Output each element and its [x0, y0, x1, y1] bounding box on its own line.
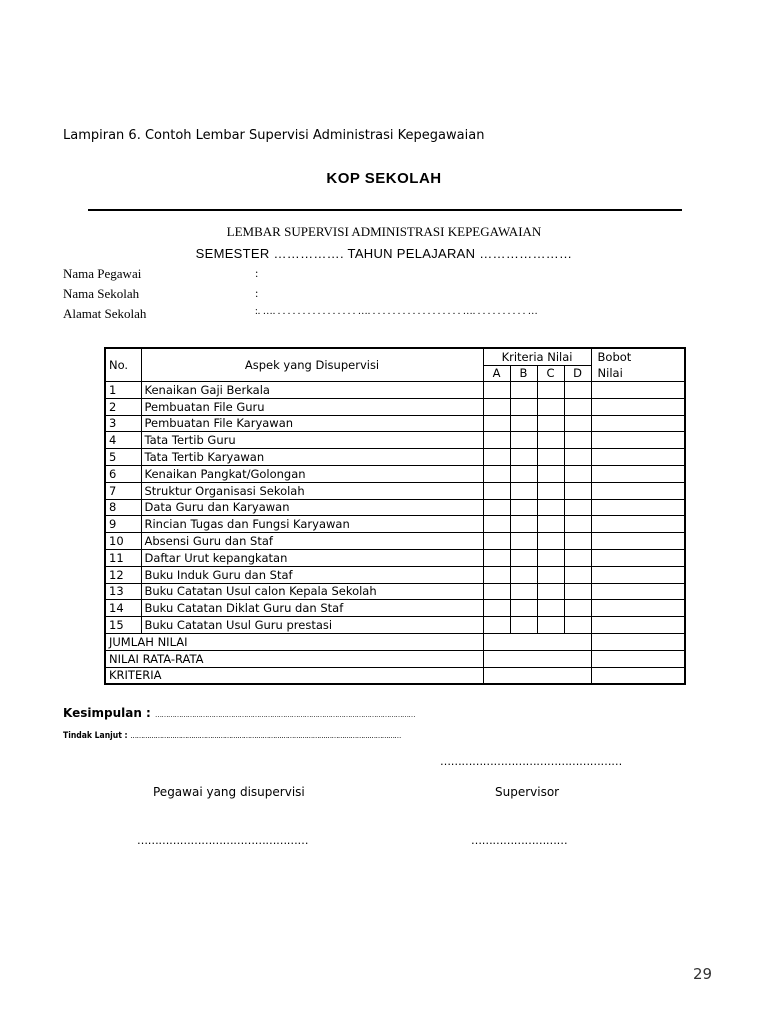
row-aspek: Tata Tertib Guru [141, 432, 483, 449]
row-number: 5 [105, 449, 141, 466]
score-cell-a[interactable] [483, 465, 510, 482]
table-row [105, 516, 685, 533]
header-c: C [537, 365, 564, 381]
row-aspek: Rincian Tugas dan Fungsi Karyawan [141, 516, 483, 533]
score-cell-c[interactable] [537, 600, 564, 617]
supervisor-signature-line[interactable]: ……………………… [471, 834, 568, 847]
score-cell-c[interactable] [537, 465, 564, 482]
score-cell-d[interactable] [564, 566, 591, 583]
score-cell-a[interactable] [483, 432, 510, 449]
score-cell-bobot[interactable] [591, 398, 685, 415]
score-cell-b[interactable] [510, 533, 537, 550]
semester-line: SEMESTER ……………. TAHUN PELAJARAN ………………… [195, 246, 573, 261]
row-number: 7 [105, 482, 141, 499]
row-aspek: Buku Induk Guru dan Staf [141, 566, 483, 583]
score-cell-c[interactable] [537, 398, 564, 415]
tindak-lanjut-field[interactable]: ………………………………………………………………………………………………………………… [130, 731, 401, 740]
score-cell-c[interactable] [537, 533, 564, 550]
score-cell-c[interactable] [537, 566, 564, 583]
table-row [105, 432, 685, 449]
header-aspek: Aspek yang Disupervisi [141, 348, 483, 382]
row-aspek: Buku Catatan Diklat Guru dan Staf [141, 600, 483, 617]
score-cell-d[interactable] [564, 398, 591, 415]
row-number: 11 [105, 549, 141, 566]
score-cell-bobot[interactable] [591, 432, 685, 449]
score-cell-c[interactable] [537, 516, 564, 533]
table-row [105, 533, 685, 550]
score-cell-a[interactable] [483, 499, 510, 516]
header-bobot: Bobot [597, 350, 632, 364]
score-cell-a[interactable] [483, 516, 510, 533]
row-aspek: Buku Catatan Usul calon Kepala Sekolah [141, 583, 483, 600]
summary-bobot-cell[interactable] [591, 650, 685, 667]
field-value-alamat-sekolah: :. …. . . . . . . . . . . . . . . . . …. . . . . . . . . . . . . . . . . . . …. . . . . . . . . . . … [255, 306, 538, 317]
score-cell-a[interactable] [483, 449, 510, 466]
score-cell-b[interactable] [510, 600, 537, 617]
score-cell-d[interactable] [564, 432, 591, 449]
row-aspek: Kenaikan Gaji Berkala [141, 382, 483, 399]
date-place-line[interactable]: …………………………………………… [440, 755, 622, 768]
table-row [105, 482, 685, 499]
tindak-lanjut [63, 731, 401, 741]
summary-bobot-cell[interactable] [591, 667, 685, 684]
score-cell-bobot[interactable] [591, 617, 685, 634]
score-cell-b[interactable] [510, 449, 537, 466]
pegawai-signature-label: Pegawai yang disupervisi [153, 785, 305, 799]
score-cell-a[interactable] [483, 482, 510, 499]
summary-row [105, 633, 685, 650]
row-aspek: Pembuatan File Karyawan [141, 415, 483, 432]
score-cell-bobot[interactable] [591, 516, 685, 533]
score-cell-b[interactable] [510, 482, 537, 499]
kesimpulan [63, 706, 415, 720]
row-aspek: Absensi Guru dan Staf [141, 533, 483, 550]
kesimpulan-label: Kesimpulan : [63, 706, 151, 720]
field-label-alamat-sekolah: Alamat Sekolah [63, 306, 147, 321]
score-cell-bobot[interactable] [591, 600, 685, 617]
row-aspek: Tata Tertib Karyawan [141, 449, 483, 466]
row-aspek: Pembuatan File Guru [141, 398, 483, 415]
score-cell-b[interactable] [510, 382, 537, 399]
score-cell-bobot[interactable] [591, 465, 685, 482]
score-cell-b[interactable] [510, 583, 537, 600]
score-cell-a[interactable] [483, 415, 510, 432]
score-cell-bobot[interactable] [591, 583, 685, 600]
score-cell-d[interactable] [564, 482, 591, 499]
row-number: 12 [105, 566, 141, 583]
row-number: 8 [105, 499, 141, 516]
score-cell-a[interactable] [483, 583, 510, 600]
table-row [105, 549, 685, 566]
score-cell-c[interactable] [537, 382, 564, 399]
score-cell-d[interactable] [564, 382, 591, 399]
score-cell-d[interactable] [564, 449, 591, 466]
supervision-table [104, 347, 686, 685]
row-aspek: Data Guru dan Karyawan [141, 499, 483, 516]
score-cell-d[interactable] [564, 415, 591, 432]
tindak-lanjut-label: Tindak Lanjut : [63, 731, 131, 741]
field-value-nama-sekolah: : [255, 286, 259, 300]
score-cell-d[interactable] [564, 600, 591, 617]
supervisor-signature-label: Supervisor [495, 785, 560, 799]
table-row [105, 382, 685, 399]
score-cell-b[interactable] [510, 566, 537, 583]
kesimpulan-field[interactable]: ………………………………………………………………………………………………………… [155, 711, 416, 719]
score-cell-b[interactable] [510, 465, 537, 482]
score-cell-d[interactable] [564, 617, 591, 634]
summary-row [105, 650, 685, 667]
score-cell-d[interactable] [564, 549, 591, 566]
table-row [105, 583, 685, 600]
score-cell-c[interactable] [537, 449, 564, 466]
summary-criteria-cell[interactable] [483, 633, 591, 650]
header-bobot-nilai [591, 348, 685, 382]
header-divider [88, 209, 682, 211]
lampiran-caption: Lampiran 6. Contoh Lembar Supervisi Administrasi Kepegawaian [63, 128, 485, 143]
header-a: A [483, 365, 510, 381]
score-cell-c[interactable] [537, 432, 564, 449]
table-row [105, 465, 685, 482]
score-cell-c[interactable] [537, 482, 564, 499]
table-row [105, 449, 685, 466]
field-label-nama-pegawai: Nama Pegawai [63, 266, 142, 281]
header-no: No. [105, 348, 141, 382]
table-row [105, 499, 685, 516]
score-cell-bobot[interactable] [591, 533, 685, 550]
summary-bobot-cell[interactable] [591, 633, 685, 650]
pegawai-signature-line[interactable]: ………………………………………… [137, 834, 309, 847]
row-aspek: Struktur Organisasi Sekolah [141, 482, 483, 499]
score-cell-c[interactable] [537, 415, 564, 432]
row-number: 14 [105, 600, 141, 617]
row-aspek: Buku Catatan Usul Guru prestasi [141, 617, 483, 634]
header-b: B [510, 365, 537, 381]
table-row [105, 617, 685, 634]
score-cell-a[interactable] [483, 382, 510, 399]
row-number: 10 [105, 533, 141, 550]
field-label-nama-sekolah: Nama Sekolah [63, 286, 140, 301]
header-nilai: Nilai [597, 366, 623, 380]
row-number: 2 [105, 398, 141, 415]
score-cell-a[interactable] [483, 566, 510, 583]
score-cell-c[interactable] [537, 583, 564, 600]
summary-criteria-cell[interactable] [483, 650, 591, 667]
row-number: 4 [105, 432, 141, 449]
table-row [105, 566, 685, 583]
kop-sekolah-heading: KOP SEKOLAH [326, 170, 442, 187]
table-row [105, 398, 685, 415]
score-cell-b[interactable] [510, 617, 537, 634]
row-aspek: Daftar Urut kepangkatan [141, 549, 483, 566]
score-cell-b[interactable] [510, 516, 537, 533]
score-cell-b[interactable] [510, 432, 537, 449]
score-cell-d[interactable] [564, 583, 591, 600]
score-cell-c[interactable] [537, 549, 564, 566]
score-cell-b[interactable] [510, 499, 537, 516]
header-kriteria-nilai: Kriteria Nilai [483, 348, 591, 365]
score-cell-b[interactable] [510, 415, 537, 432]
score-cell-a[interactable] [483, 398, 510, 415]
row-number: 1 [105, 382, 141, 399]
page-number: 29 [693, 965, 713, 983]
summary-label: NILAI RATA-RATA [105, 650, 483, 667]
summary-label: KRITERIA [105, 667, 483, 684]
row-number: 9 [105, 516, 141, 533]
score-cell-bobot[interactable] [591, 566, 685, 583]
score-cell-a[interactable] [483, 617, 510, 634]
score-cell-b[interactable] [510, 549, 537, 566]
field-value-nama-pegawai: : [255, 266, 259, 280]
score-cell-bobot[interactable] [591, 382, 685, 399]
row-aspek: Kenaikan Pangkat/Golongan [141, 465, 483, 482]
table-row [105, 600, 685, 617]
score-cell-a[interactable] [483, 533, 510, 550]
header-d: D [564, 365, 591, 381]
score-cell-a[interactable] [483, 600, 510, 617]
score-cell-d[interactable] [564, 516, 591, 533]
row-number: 15 [105, 617, 141, 634]
score-cell-c[interactable] [537, 499, 564, 516]
score-cell-c[interactable] [537, 617, 564, 634]
score-cell-d[interactable] [564, 499, 591, 516]
score-cell-b[interactable] [510, 398, 537, 415]
summary-row [105, 667, 685, 684]
summary-label: JUMLAH NILAI [105, 633, 483, 650]
row-number: 6 [105, 465, 141, 482]
score-cell-bobot[interactable] [591, 449, 685, 466]
score-cell-d[interactable] [564, 465, 591, 482]
score-cell-bobot[interactable] [591, 415, 685, 432]
score-cell-bobot[interactable] [591, 499, 685, 516]
summary-criteria-cell[interactable] [483, 667, 591, 684]
score-cell-bobot[interactable] [591, 549, 685, 566]
form-title: LEMBAR SUPERVISI ADMINISTRASI KEPEGAWAIAN [226, 224, 542, 239]
table-row [105, 415, 685, 432]
row-number: 13 [105, 583, 141, 600]
score-cell-a[interactable] [483, 549, 510, 566]
row-number: 3 [105, 415, 141, 432]
score-cell-bobot[interactable] [591, 482, 685, 499]
score-cell-d[interactable] [564, 533, 591, 550]
